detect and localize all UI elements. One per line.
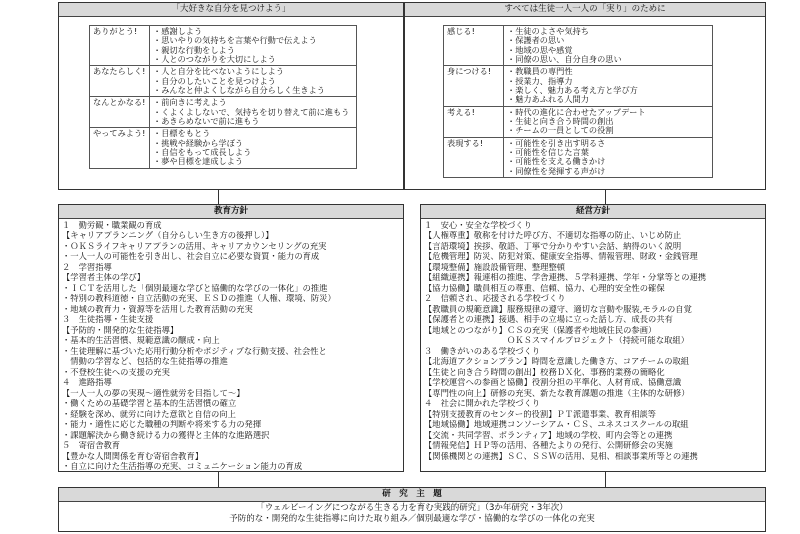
vision-right-row-item: ・可能性を引き出す明るさ bbox=[507, 138, 606, 148]
education-policy-line: ・能力・適性に応じた職種の判断や将来する力の発揮 bbox=[62, 420, 262, 430]
education-policy-line: ４ 進路指導 bbox=[62, 378, 112, 388]
management-policy-line: 【専門性の向上】研修の充実、新たな教育課題の推進（主体的な研修） bbox=[424, 388, 690, 398]
vision-left-row-label: あなたらしく! bbox=[90, 66, 150, 97]
education-policy-line: ５ 寄宿舎教育 bbox=[62, 441, 121, 451]
vision-right-row-item: ・同僚の思い、自分自身の思い bbox=[507, 55, 622, 65]
vision-left-row-item: ・くよくよしないで、気持ちを切り替えて前に進もう bbox=[153, 107, 350, 117]
education-policy-line: ・課題解決から働き続ける力の獲得と主体的な進路選択 bbox=[62, 430, 270, 440]
vision-right-row-items bbox=[504, 66, 713, 106]
vision-right-row bbox=[444, 66, 713, 106]
education-policy-line: ・ＯＫＳライフキャリアプランの活用、キャリアカウンセリングの充実 bbox=[62, 241, 327, 251]
vision-left-row-items bbox=[150, 26, 357, 66]
vision-right-row bbox=[444, 26, 713, 66]
vision-right-row-item: ・楽しく、魅力ある考え方と学び方 bbox=[507, 86, 638, 96]
vision-right-row-item: ・同僚性を発揮する声がけ bbox=[507, 166, 606, 176]
education-policy-line: ・生徒理解に基づいた応用行動分析やポジティブな行動支援、社会性と bbox=[62, 346, 327, 356]
education-policy-line: ・自立に向けた生活指導の充実、コミュニケーション能力の育成 bbox=[62, 462, 303, 472]
education-policy-line: ・働くための基礎学習と基本的生活習慣の確立 bbox=[62, 399, 237, 409]
management-policy-line: 【学校運営への参画と協働】役割分担の平準化、人材育成、協働意識 bbox=[424, 378, 682, 388]
management-policy-panel bbox=[420, 204, 766, 472]
vision-right-row-label: 表現する! bbox=[444, 137, 504, 177]
vision-left-row-item: ・思いやりの気持ちを言葉や行動で伝えよう bbox=[153, 36, 317, 46]
vision-right-row-label: 考える! bbox=[444, 106, 504, 137]
management-policy-line: 【交流・共同学習、ボランティア】地域の学校、町内会等との連携 bbox=[424, 430, 673, 440]
education-policy-panel bbox=[58, 204, 404, 472]
connector-right-top bbox=[605, 190, 606, 204]
education-policy-line: ・経験を深め、就労に向けた意欲と自信の向上 bbox=[62, 409, 236, 419]
vision-left-row-item: ・親切な行動をしよう bbox=[153, 45, 235, 55]
vision-left-row-item: ・挑戦や経験から学ぼう bbox=[153, 138, 244, 148]
management-policy-body bbox=[421, 219, 765, 465]
vision-right-row-item: ・保護者の思い bbox=[507, 36, 565, 46]
school-vision-left-title: 「大好きな自分を見つけよう」 bbox=[59, 3, 403, 17]
education-policy-line: ・不登校生徒への支援の充実 bbox=[62, 367, 170, 377]
vision-left-row bbox=[90, 97, 357, 128]
management-policy-title: 経営方針 bbox=[421, 205, 765, 219]
education-policy-line: 【学習者主体の学び】 bbox=[62, 273, 145, 283]
vision-right-row-item: ・地域の思や感覚 bbox=[507, 45, 573, 55]
vision-right-row-items bbox=[504, 26, 713, 66]
vision-left-row-item: ・夢や目標を達成しよう bbox=[153, 157, 244, 167]
management-policy-line: ３ 働きがいのある学校づくり bbox=[424, 346, 541, 356]
education-policy-line: ・特別の教科道徳・自立活動の充実、ＥＳＤの推進（人権、環境、防災） bbox=[62, 294, 336, 304]
vision-left-row-label: やってみよう! bbox=[90, 128, 150, 168]
vision-left-row-item: ・あきらめないで前に進もう bbox=[153, 117, 260, 127]
management-policy-line: ４ 社会に開かれた学校づくり bbox=[424, 399, 541, 409]
education-policy-line: ・基本的生活習慣、規範意識の醸成・向上 bbox=[62, 336, 220, 346]
vision-left-row-items bbox=[150, 128, 357, 168]
education-policy-line: ・一人一人の可能性を引き出し、社会自立に必要な資質・能力の育成 bbox=[62, 252, 320, 262]
education-policy-line: １ 勤労観・職業観の育成 bbox=[62, 220, 162, 230]
vision-left-row-item: ・みんなと仲よくしながら自分らしく生きよう bbox=[153, 86, 325, 96]
vision-right-row-item: ・可能性を信じた言葉 bbox=[507, 148, 589, 158]
vision-right-row-items bbox=[504, 106, 713, 137]
vision-right-row-items bbox=[504, 137, 713, 177]
vision-left-row-item: ・感謝しよう bbox=[153, 27, 203, 36]
vision-left-row-item: ・自信をもって成長しよう bbox=[153, 148, 252, 158]
vision-left-row-items bbox=[150, 66, 357, 97]
vision-right-row-item: ・魅力あふれる人間力 bbox=[507, 95, 589, 105]
vision-right-row-item: ・可能性を支える働きかけ bbox=[507, 157, 606, 167]
management-policy-line: 【保護者との連携】接遇、相手の立場に立った話し方、成長の共有 bbox=[424, 315, 673, 325]
vision-right-row-item: ・生徒のよさや気持ち bbox=[507, 27, 589, 36]
education-policy-line: 【豊かな人間関係を育む寄宿舎教育】 bbox=[62, 451, 204, 461]
management-policy-line: １ 安心・安全な学校づくり bbox=[424, 220, 532, 230]
vision-left-row-item: ・自分のしたいことを見つけよう bbox=[153, 76, 276, 86]
management-policy-line: 【関係機関との連携】ＳＣ、ＳＳＷの活用、見相、相談事業所等との連携 bbox=[424, 451, 698, 461]
management-policy-line: 【組織連携】報連相の推進、学舎連携、５学科連携、学年・分掌等との連携 bbox=[424, 273, 707, 283]
vision-left-row-label: なんとかなる! bbox=[90, 97, 150, 128]
research-theme-line-2: 予防的な・開発的な生徒指導に向けた取り組み／個別最適な学び・協働的な学びの一体化の充実 bbox=[229, 514, 595, 525]
management-policy-line: 【生徒と向き合う時間の創出】校務ＤＸ化、事務的業務の簡略化 bbox=[424, 367, 665, 377]
education-policy-line: 【キャリアプランニング（自分らしい生き方の後押し）】 bbox=[62, 231, 274, 241]
vision-right-row-label: 感じる! bbox=[444, 26, 504, 66]
research-theme-panel bbox=[58, 487, 766, 532]
education-policy-line: ・地域の教育力・資源等を活用した教育活動の充実 bbox=[62, 304, 253, 314]
vision-right-row-item: ・授業力、指導力 bbox=[507, 76, 573, 86]
school-vision-right-table bbox=[443, 25, 713, 178]
education-policy-title: 教育方針 bbox=[59, 205, 403, 219]
vision-left-row-item: ・前向きに考えよう bbox=[153, 98, 227, 108]
education-policy-line: ・ＩＣＴを活用した「個別最適な学びと協働的な学びの一体化」の推進 bbox=[62, 283, 328, 293]
management-policy-line: 【特別支援教育のセンター的役割】ＰＴ派遣事業、教育相談等 bbox=[424, 409, 656, 419]
vision-right-row bbox=[444, 137, 713, 177]
vision-left-row-item: ・目標をもとう bbox=[153, 129, 211, 139]
research-theme-title: 研 究 主 題 bbox=[59, 488, 765, 502]
management-policy-line: 【情報発信】ＨＰ等の活用、各種たよりの発行、公開研修会の実施 bbox=[424, 441, 673, 451]
education-policy-line: 【一人一人の夢の実現～適性就労を目指して～】 bbox=[62, 388, 245, 398]
management-policy-line: 【地域とのつながり】ＣＳの充実（保護者や地域住民の参画） bbox=[424, 325, 657, 335]
management-policy-line: 【地域協働】地域連携コンソーシアム・ＣＳ、ユネスコスクールの取組 bbox=[424, 420, 689, 430]
vision-left-row-item: ・人とのつながりを大切にしよう bbox=[153, 55, 276, 65]
vision-left-row-items bbox=[150, 97, 357, 128]
school-vision-left-panel bbox=[58, 2, 404, 190]
vision-left-row-label: ありがとう! bbox=[90, 26, 150, 66]
education-policy-body bbox=[59, 219, 403, 475]
vision-right-row-item: ・時代の進化に合わせたアップデート bbox=[507, 107, 646, 117]
education-policy-line: ３ 生徒指導・生徒支援 bbox=[62, 315, 154, 325]
vision-left-row bbox=[90, 26, 357, 66]
education-policy-line: 【予防的・開発的な生徒指導】 bbox=[62, 325, 179, 335]
management-policy-line: 【環境整備】施設設備管理、整理整頓 bbox=[424, 262, 566, 272]
management-policy-line: 【教職員の規範意識】服務規律の遵守、適切な言動や服装,モラルの自覚 bbox=[424, 304, 692, 314]
management-policy-line: 【人権尊重】敬称を付けた呼び方、不適切な指導の防止、いじめ防止 bbox=[424, 231, 682, 241]
vision-left-row-item: ・人と自分を比べないようにしよう bbox=[153, 67, 285, 77]
management-policy-line: 【言語環境】挨拶、敬語、丁寧で分かりやすい会話、納得のいく説明 bbox=[424, 241, 682, 251]
education-policy-line: ２ 学習指導 bbox=[62, 262, 112, 272]
connector-left-top bbox=[218, 190, 219, 204]
vision-right-row-item: ・教職員の専門性 bbox=[507, 67, 573, 77]
vision-right-row-label: 身につける! bbox=[444, 66, 504, 106]
school-vision-right-panel bbox=[404, 2, 766, 190]
management-policy-line: ２ 信頼され、応援される学校づくり bbox=[424, 294, 566, 304]
connector-right-bottom bbox=[605, 472, 606, 487]
vision-right-row-item: ・生徒と向き合う時間の創出 bbox=[507, 117, 614, 127]
research-theme-line-1: 「ウェルビーイングにつながる生きる力を育む実践的研究」（3か年研究・3年次） bbox=[256, 502, 568, 513]
education-policy-line: 情動の学習など、包括的な生徒指導の推進 bbox=[62, 357, 228, 367]
school-vision-right-title: すべては生徒一人一人の「実り」のために bbox=[405, 3, 765, 17]
vision-left-row bbox=[90, 66, 357, 97]
vision-left-row bbox=[90, 128, 357, 168]
school-vision-left-table bbox=[89, 25, 357, 169]
management-policy-line: ＯＫＳスマイルプロジェクト（持続可能な取組） bbox=[424, 336, 690, 346]
management-policy-line: 【北海道アクションプラン】時間を意識した働き方、コアチームの取組 bbox=[424, 357, 690, 367]
vision-right-row bbox=[444, 106, 713, 137]
vision-right-row-item: ・チームの一員としての役割 bbox=[507, 126, 614, 136]
management-policy-line: 【協力協働】職員相互の尊重、信頼、協力、心理的安全性の確保 bbox=[424, 283, 665, 293]
management-policy-line: 【危機管理】防災、防犯対策、健康安全指導、情報管理、財政・金銭管理 bbox=[424, 252, 698, 262]
